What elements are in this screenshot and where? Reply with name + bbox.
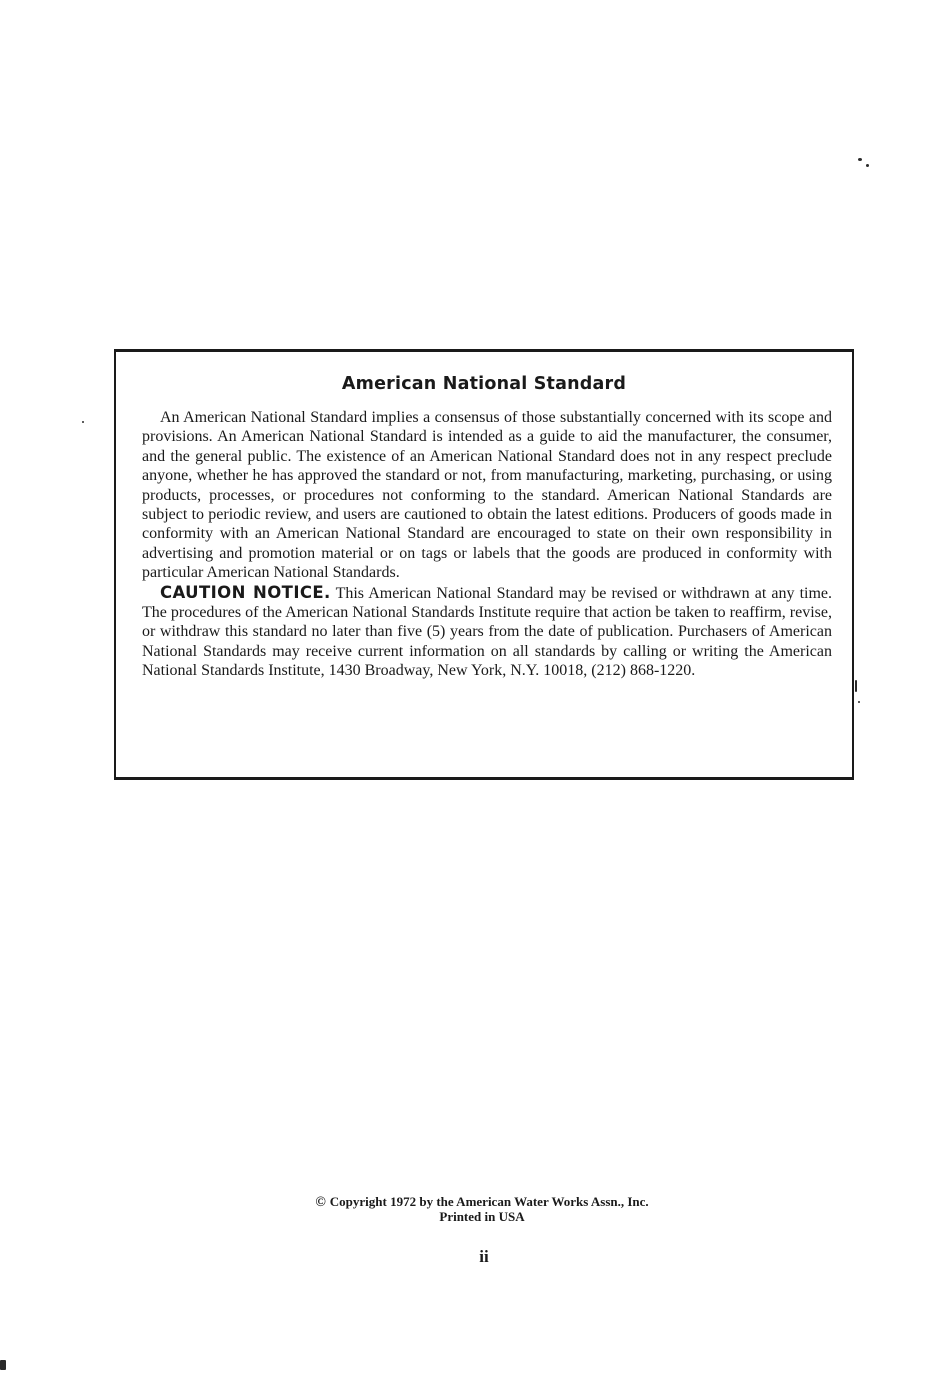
caution-text: This American National Standard may be revised or withdrawn at any time. The procedures of the American National Standards Institute require that action be taken to reaffirm, revise, or withdraw this standard no later than five (5) years from the date of publication. Purchasers of American National Standards may receive current information on all standards by calling or writing the American National Standards Institute, 1430 Broadway, New York, N.Y. 10018, (212) 868-1220. (142, 584, 833, 680)
copyright-line: Copyright 1972 by the American Water Works Assn., Inc. (329, 1194, 649, 1209)
scan-speck (858, 701, 860, 703)
scan-speck (858, 158, 862, 161)
scan-speck (866, 164, 869, 167)
copyright-block (0, 1195, 950, 1224)
scan-speck (82, 421, 84, 423)
scan-speck (0, 1360, 6, 1370)
printed-line: Printed in USA (439, 1209, 525, 1224)
page-number: ii (479, 1247, 489, 1266)
notice-body (142, 408, 832, 681)
caution-paragraph (142, 583, 832, 681)
notice-title: American National Standard (341, 374, 627, 394)
copyright-icon: © (315, 1195, 326, 1210)
copyright-line-row (0, 1195, 950, 1210)
notice-box (114, 349, 854, 780)
caution-label: CAUTION NOTICE. (160, 582, 331, 602)
scan-speck (855, 680, 857, 692)
notice-paragraph: An American National Standard implies a consensus of those substantially concerned with its scope and provisions. An American National Standard is intended as a guide to aid the manufacturer, the consumer, and the general public. The existence of an American National Standard does not in any respect preclude anyone, whether he has approved the standard or not, from manufacturing, marketing, purchasing, or using products, processes, or procedures not conforming to the standard. American National Standards are subject to periodic review, and users are cautioned to obtain the latest editions. Producers of goods made in conformity with an American National Standard are encouraged to state on their own responsibility in advertising and promotion material or on tags or labels that the goods are produced in conformity with particular American National Standards. (142, 409, 832, 582)
